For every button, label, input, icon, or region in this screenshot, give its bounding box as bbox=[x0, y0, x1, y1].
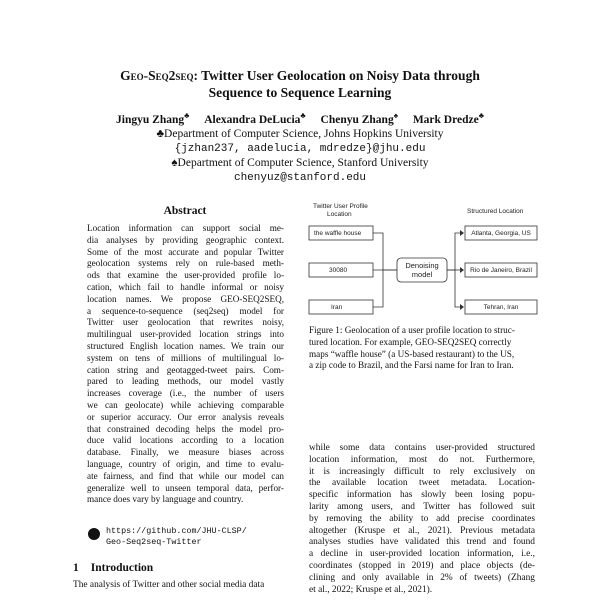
abstract-line: structured English location names. We train our bbox=[87, 340, 284, 351]
abstract-line: Some of the most accurate and popular Twitter bbox=[87, 246, 284, 257]
abstract-line: or superior accuracy. Our error analysis reveals bbox=[87, 411, 284, 422]
author: Jingyu Zhang♣ bbox=[116, 111, 190, 126]
abstract-line: generalize well to unseen temporal data, perfor- bbox=[87, 482, 284, 493]
connector bbox=[373, 233, 397, 270]
input-text: Iran bbox=[331, 304, 343, 311]
intro-first-line: The analysis of Twitter and other social media data bbox=[73, 580, 265, 590]
figure-caption bbox=[309, 325, 535, 372]
github-link[interactable] bbox=[106, 526, 247, 547]
body-line: it is increasingly difficult to rely exclusively on bbox=[309, 466, 535, 477]
github-icon bbox=[88, 528, 100, 540]
arrow-head bbox=[460, 230, 464, 236]
abstract-line: duce valid locations according to a location bbox=[87, 435, 284, 446]
abstract-line: multilingual user-provided location strings into bbox=[87, 329, 284, 340]
abstract-line: increases coverage (i.e., the number of users bbox=[87, 388, 284, 399]
abstract-line: a sequence-to-sequence (seq2seq) model for bbox=[87, 305, 284, 316]
body-line: larity among users, and Twitter has followed suit bbox=[309, 501, 535, 512]
abstract-body bbox=[87, 223, 284, 506]
system-name: Geo-Seq2seq bbox=[120, 68, 194, 83]
connector bbox=[455, 270, 463, 307]
author: Alexandra DeLucia♣ bbox=[204, 111, 306, 126]
output-text: Rio de Janeiro, Brazil bbox=[470, 267, 532, 274]
abstract-line: ods that examine the user-provided profile lo- bbox=[87, 270, 284, 281]
caption-line: a zip code to Brazil, and the Farsi name for Iran to Iran. bbox=[309, 360, 514, 371]
body-line: a decline in user-provided location information, i.e., bbox=[309, 549, 535, 560]
paper-title-line-2: Sequence to Sequence Learning bbox=[208, 85, 392, 100]
abstract-heading: Abstract bbox=[163, 205, 207, 217]
caption-line: Figure 1: Geolocation of a user profile location to struc- bbox=[309, 325, 515, 335]
abstract-line: ate fairness, and find that while our model can bbox=[87, 470, 284, 481]
figure-1-diagram bbox=[305, 200, 540, 318]
email-stanford: chenyuz@stanford.edu bbox=[233, 172, 367, 184]
section-title: Introduction bbox=[90, 562, 154, 574]
body-line: while some data contains user-provided structured bbox=[309, 443, 535, 453]
github-link-line-2[interactable]: Geo-Seq2seq-Twitter bbox=[106, 536, 202, 547]
paper-title bbox=[60, 67, 540, 84]
abstract-line: cation string and geotagged-tweet pairs. Com- bbox=[87, 364, 284, 375]
author-list bbox=[40, 111, 560, 126]
title-line-1: : Twitter User Geolocation on Noisy Data through bbox=[193, 68, 480, 83]
arrow-head bbox=[460, 304, 464, 310]
left-header-2: Location bbox=[327, 211, 352, 218]
body-line: clining and only available in 2% of tweets) (Zhang bbox=[309, 572, 535, 583]
abstract-line: location names. We propose GEO-SEQ2SEQ, bbox=[87, 293, 284, 304]
abstract-line: system on tens of millions of multilingual lo- bbox=[87, 352, 284, 363]
left-header: Twitter User Profile bbox=[313, 203, 368, 210]
body-line: by removing the ability to add precise coordinates bbox=[309, 513, 535, 524]
abstract-line: Location information can support social me- bbox=[87, 223, 284, 233]
right-header: Structured Location bbox=[467, 208, 524, 215]
output-text: Tehran, Iran bbox=[483, 304, 519, 311]
abstract-line: geolocation systems rely on rule-based meth- bbox=[87, 258, 284, 269]
input-text: the waffle house bbox=[314, 230, 362, 237]
body-line: altogether (Kruspe et al., 2021). Previous metadata bbox=[309, 525, 535, 536]
output-text: Atlanta, Georgia, US bbox=[471, 230, 531, 237]
caption-line: tured location. For example, GEO-SEQ2SEQ correctly bbox=[309, 336, 512, 347]
abstract-line: that constrained decoding helps the model pro- bbox=[87, 423, 284, 434]
section-heading-introduction bbox=[73, 562, 153, 574]
author: Mark Dredze♣ bbox=[412, 111, 484, 126]
abstract-line: mance does vary by language and country. bbox=[87, 494, 244, 505]
abstract-line: cation, which fail to handle informal or noisy bbox=[87, 281, 284, 292]
model-label-2: model bbox=[411, 270, 433, 279]
connector bbox=[373, 270, 383, 307]
affiliation-jhu: ♣Department of Computer Science, Johns Hopkins University bbox=[156, 128, 444, 140]
abstract-line: we can geolocate) while achieving comparable bbox=[87, 399, 284, 410]
section-number: 1 bbox=[73, 562, 79, 574]
caption-line: maps “waffle house” (a US-based restaurant) to the US, bbox=[309, 348, 515, 359]
connector bbox=[447, 233, 463, 270]
body-line: location information, most do not. Furthermore, bbox=[309, 454, 535, 465]
abstract-line: database. Finally, we measure biases across bbox=[87, 447, 284, 458]
arrow-head bbox=[460, 267, 464, 273]
model-label-1: Denoising bbox=[405, 261, 439, 270]
abstract-line: language, country of origin, and time to evalu- bbox=[87, 458, 284, 469]
affiliation-stanford: ♠Department of Computer Science, Stanford University bbox=[171, 157, 429, 169]
abstract-line: Twitter user geolocation that rewrites noisy, bbox=[87, 317, 284, 328]
author: Chenyu Zhang♠ bbox=[320, 111, 398, 126]
abstract-line: pared to leading methods, our model vastly bbox=[87, 376, 284, 387]
body-line: analyses studies have validated this trend and found bbox=[309, 537, 535, 548]
right-column-body bbox=[309, 443, 535, 596]
body-line: coordinates (stopped in 2019) and place objects (de- bbox=[309, 560, 535, 571]
input-text: 30080 bbox=[329, 267, 348, 274]
body-line: the available location tweet metadata. Location- bbox=[309, 478, 535, 489]
email-jhu: {jzhan237, aadelucia, mdredze}@jhu.edu bbox=[174, 143, 426, 155]
body-line: et al., 2022; Kruspe et al., 2021). bbox=[309, 584, 433, 595]
abstract-line: dia analyses by providing geographic context. bbox=[87, 234, 284, 245]
github-link-line-1[interactable]: https://github.com/JHU-CLSP/ bbox=[106, 526, 247, 536]
body-line: specific information has slowly been losing popu- bbox=[309, 490, 535, 501]
